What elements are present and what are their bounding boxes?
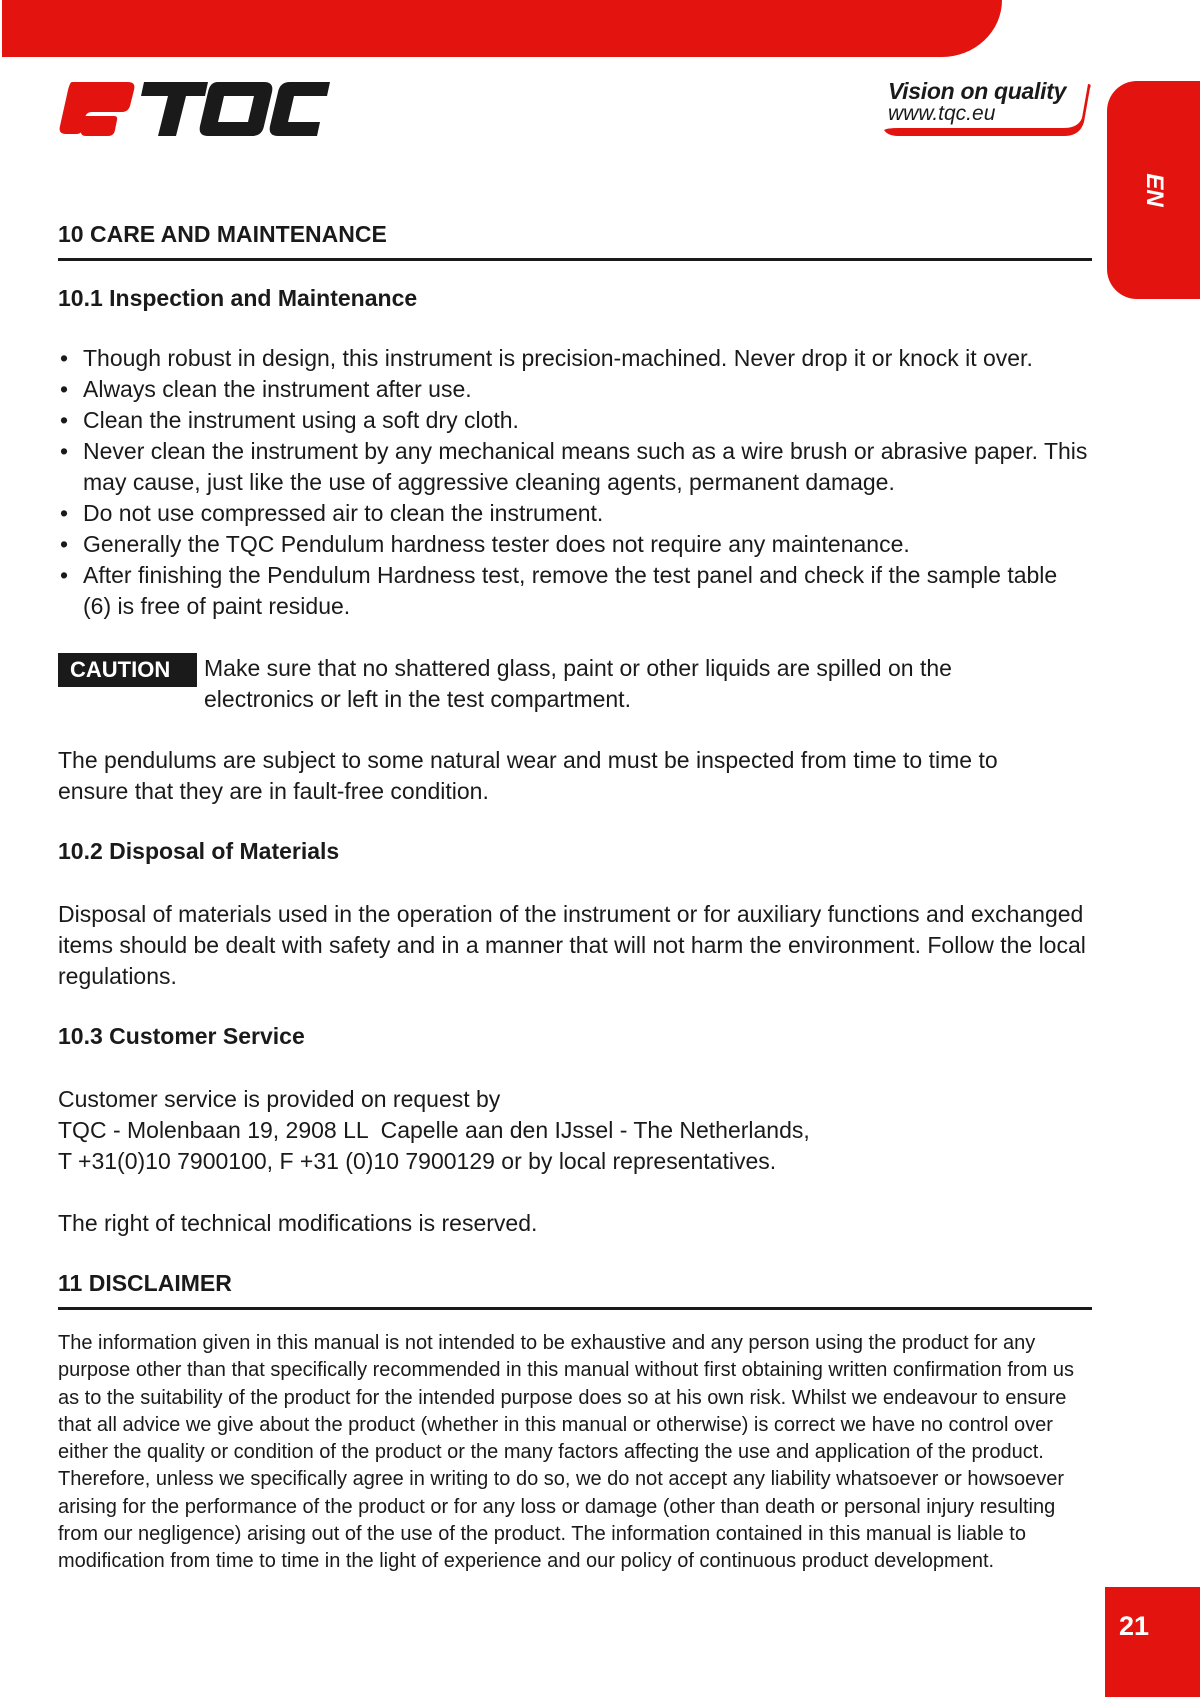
tagline-text: Vision on quality (888, 78, 1067, 104)
list-item: • Though robust in design, this instrument is precision-machined. Never drop it or knock it over. (60, 345, 1033, 371)
tqc-logo (58, 78, 330, 140)
section-10-3-heading: 10.3 Customer Service (58, 1023, 305, 1049)
page-number: 21 (1119, 1611, 1150, 1641)
list-item: • Do not use compressed air to clean the instrument. (60, 500, 604, 526)
disclaimer-paragraph: The information given in this manual is not intended to be exhaustive and any person using the product for any purpose other than that specifically recommended in this manual without first obtaining written confirmation from us as to the suitability of the product for the intended purpose does so at his own risk. Whilst we endeavour to ensure that all advice we give about the product (whether in this manual or otherwise) is correct we have no control over either the quality or condition of the product or the many factors affecting the use and application of the product. Therefore, unless we specifically agree in writing to do so, we do not accept any liability whatsoever or howsoever arising for the performance of the product or for any loss or damage (other than death or personal injury resulting from our negligence) arising out of the use of the product. The information contained in this manual is liable to modification from time to time in the light of experience and our policy of continuous product development. (58, 1332, 1075, 1573)
list-item: • Never clean the instrument by any mechanical means such as a wire brush or abrasive paper. This may cause, just like the use of aggressive cleaning agents, permanent damage. (60, 438, 1088, 495)
tagline-block (884, 78, 1094, 140)
section-11-heading: 11 DISCLAIMER (58, 1270, 1092, 1310)
section-10-1-heading: 10.1 Inspection and Maintenance (58, 285, 418, 311)
list-item: • After finishing the Pendulum Hardness test, remove the test panel and check if the sample table (6) is free of paint residue. (60, 562, 1058, 619)
caution-badge: CAUTION (58, 653, 197, 687)
disposal-paragraph: Disposal of materials used in the operation of the instrument or for auxiliary functions and exchanged items should be dealt with safety and in a manner that will not harm the environment. Follow the local regulations. (58, 901, 1086, 989)
header-red-bar (2, 0, 1002, 57)
customer-service-address: TQC - Molenbaan 19, 2908 LL Capelle aan den IJssel - The Netherlands, (58, 1117, 810, 1143)
pendulum-wear-paragraph: The pendulums are subject to some natural wear and must be inspected from time to time to ensure that they are in fault-free condition. (58, 747, 998, 804)
list-item: • Generally the TQC Pendulum hardness tester does not require any maintenance. (60, 531, 910, 557)
language-tab[interactable] (1107, 81, 1200, 299)
list-item: • Clean the instrument using a soft dry cloth. (60, 407, 519, 433)
language-label: EN (1140, 173, 1168, 207)
customer-service-phone: T +31(0)10 7900100, F +31 (0)10 7900129 or by local representatives. (58, 1148, 777, 1174)
section-10-heading: 10 CARE AND MAINTENANCE (58, 221, 1092, 261)
maintenance-bullet-list (58, 343, 1118, 622)
customer-service-line-1: Customer service is provided on request by (58, 1086, 501, 1112)
section-10-2-heading: 10.2 Disposal of Materials (58, 838, 340, 864)
page-number-box (1105, 1587, 1200, 1697)
caution-text: Make sure that no shattered glass, paint or other liquids are spilled on the electronics or left in the test compartment. (204, 655, 952, 712)
list-item: • Always clean the instrument after use. (60, 376, 472, 402)
website-link[interactable]: www.tqc.eu (888, 102, 996, 125)
technical-modifications-note: The right of technical modifications is reserved. (58, 1210, 538, 1236)
